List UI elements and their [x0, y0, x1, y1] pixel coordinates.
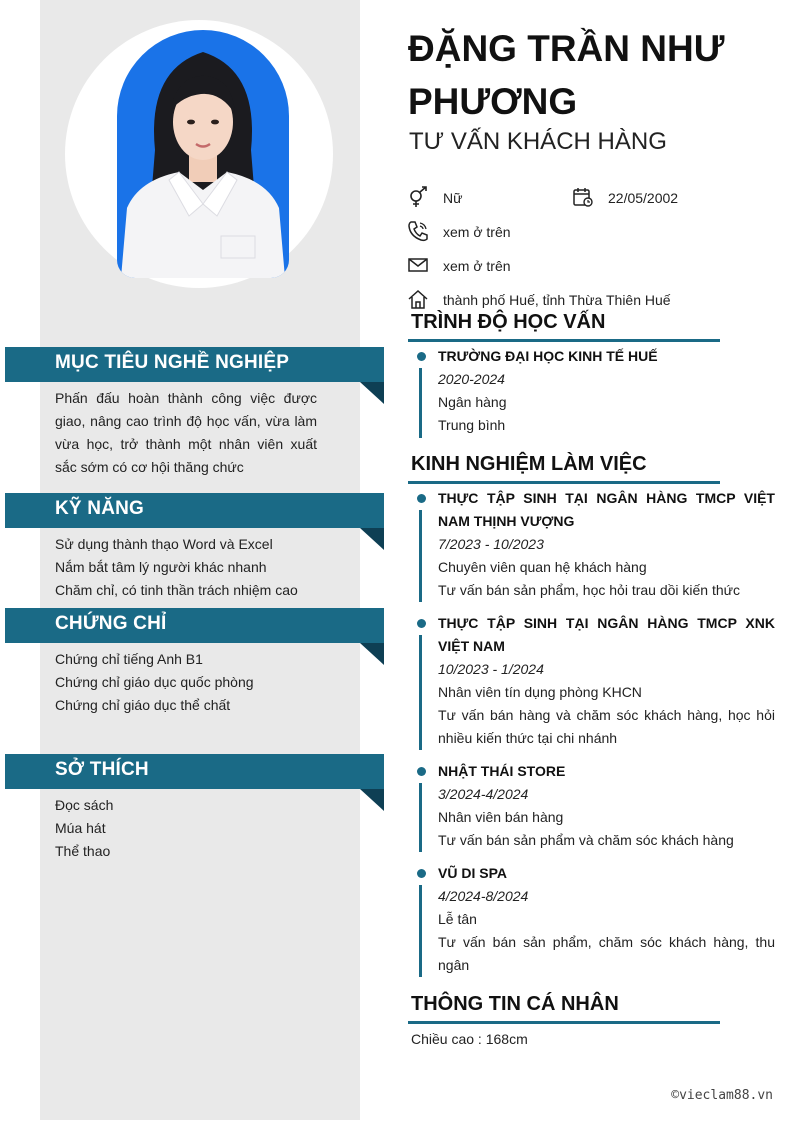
entry-date: 3/2024-4/2024: [438, 786, 529, 802]
entry-date: 10/2023 - 1/2024: [438, 661, 544, 677]
experience-entry: [438, 612, 775, 750]
entry-line: Nhân viên bán hàng: [438, 809, 564, 825]
entry-date: 4/2024-8/2024: [438, 888, 529, 904]
personal-heading: THÔNG TIN CÁ NHÂN: [411, 993, 619, 1015]
gender-icon: [407, 186, 429, 208]
list-item: Thể thao: [55, 843, 111, 859]
experience-entry: [438, 862, 775, 977]
objective-heading-band: [5, 347, 384, 382]
height-value: Chiều cao : 168cm: [411, 1031, 528, 1047]
entry-line: Chuyên viên quan hệ khách hàng: [438, 559, 647, 575]
certificates-list: [55, 648, 317, 717]
experience-entry: [438, 760, 775, 852]
entry-title: NHẬT THÁI STORE: [438, 763, 566, 779]
certificates-heading-band: [5, 608, 384, 643]
gender-value: Nữ: [443, 190, 463, 206]
timeline-dot: [417, 767, 426, 776]
entry-title: THỰC TẬP SINH TẠI NGÂN HÀNG TMCP XNK VIỆT NAM: [438, 615, 775, 654]
entry-title: THỰC TẬP SINH TẠI NGÂN HÀNG TMCP VIỆT NAM THỊNH VƯỢNG: [438, 490, 775, 529]
candidate-name: ĐẶNG TRẦN NHƯ PHƯƠNG: [408, 28, 725, 122]
hobbies-list: [55, 794, 317, 863]
entry-title: VŨ DI SPA: [438, 865, 507, 881]
objective-text: Phấn đấu hoàn thành công việc được giao, nâng cao trình độ học vấn, vừa làm vừa học, trở thành một nhân viên xuất sắc sớm có cơ hội thăng chức: [55, 390, 317, 475]
skills-list: [55, 533, 317, 602]
email-value: xem ở trên: [443, 258, 511, 274]
avatar: [117, 30, 289, 278]
list-item: Đọc sách: [55, 797, 114, 813]
job-title: TƯ VẤN KHÁCH HÀNG: [409, 128, 667, 155]
certificates-heading: CHỨNG CHỈ: [55, 613, 167, 634]
list-item: Chứng chỉ giáo dục quốc phòng: [55, 674, 254, 690]
phone-value: xem ở trên: [443, 224, 511, 240]
timeline-line: [419, 510, 422, 602]
education-entry: [438, 345, 775, 437]
skills-fold: [360, 528, 384, 550]
timeline-line: [419, 635, 422, 750]
experience-heading: KINH NGHIỆM LÀM VIỆC: [411, 453, 647, 475]
timeline-line: [419, 783, 422, 852]
education-rule: [408, 339, 720, 342]
entry-line: Ngân hàng: [438, 394, 507, 410]
entry-date: 7/2023 - 10/2023: [438, 536, 544, 552]
personal-rule: [408, 1021, 720, 1024]
list-item: Sử dụng thành thạo Word và Excel: [55, 536, 273, 552]
list-item: Chứng chỉ tiếng Anh B1: [55, 651, 203, 667]
watermark: ©vieclam88.vn: [671, 1088, 773, 1103]
skills-heading-band: [5, 493, 384, 528]
entry-line: Tư vấn bán hàng và chăm sóc khách hàng, học hỏi nhiều kiến thức tại chi nhánh: [438, 707, 775, 746]
list-item: Nắm bắt tâm lý người khác nhanh: [55, 559, 267, 575]
skills-heading: KỸ NĂNG: [55, 498, 145, 519]
hobbies-fold: [360, 789, 384, 811]
experience-rule: [408, 481, 720, 484]
education-heading: TRÌNH ĐỘ HỌC VẤN: [411, 311, 606, 333]
entry-line: Lễ tân: [438, 911, 477, 927]
list-item: Múa hát: [55, 820, 106, 836]
timeline-dot: [417, 619, 426, 628]
timeline-dot: [417, 869, 426, 878]
timeline-line: [419, 368, 422, 438]
entry-line: Tư vấn bán sản phẩm và chăm sóc khách hàng: [438, 832, 734, 848]
timeline-dot: [417, 352, 426, 361]
list-item: Chăm chỉ, có tinh thần trách nhiệm cao: [55, 582, 298, 598]
home-icon: [407, 288, 429, 310]
entry-title: TRƯỜNG ĐẠI HỌC KINH TẾ HUẾ: [438, 348, 658, 364]
address-value: thành phố Huế, tỉnh Thừa Thiên Huế: [443, 292, 671, 308]
timeline-line: [419, 885, 422, 977]
entry-line: Nhân viên tín dụng phòng KHCN: [438, 684, 642, 700]
hobbies-heading: SỞ THÍCH: [55, 759, 149, 780]
entry-line: Trung bình: [438, 417, 506, 433]
calendar-icon: [572, 186, 594, 208]
entry-date: 2020-2024: [438, 371, 505, 387]
certificates-fold: [360, 643, 384, 665]
email-icon: [407, 254, 429, 276]
hobbies-heading-band: [5, 754, 384, 789]
phone-icon: [407, 220, 429, 242]
entry-line: Tư vấn bán sản phẩm, chăm sóc khách hàng, thu ngân: [438, 934, 775, 973]
objective-fold: [360, 382, 384, 404]
list-item: Chứng chỉ giáo dục thể chất: [55, 697, 231, 713]
experience-entry: [438, 487, 775, 602]
timeline-dot: [417, 494, 426, 503]
birthday-value: 22/05/2002: [608, 190, 679, 206]
objective-heading: MỤC TIÊU NGHỀ NGHIỆP: [55, 352, 290, 373]
entry-line: Tư vấn bán sản phẩm, học hỏi trau dồi kiến thức: [438, 582, 741, 598]
